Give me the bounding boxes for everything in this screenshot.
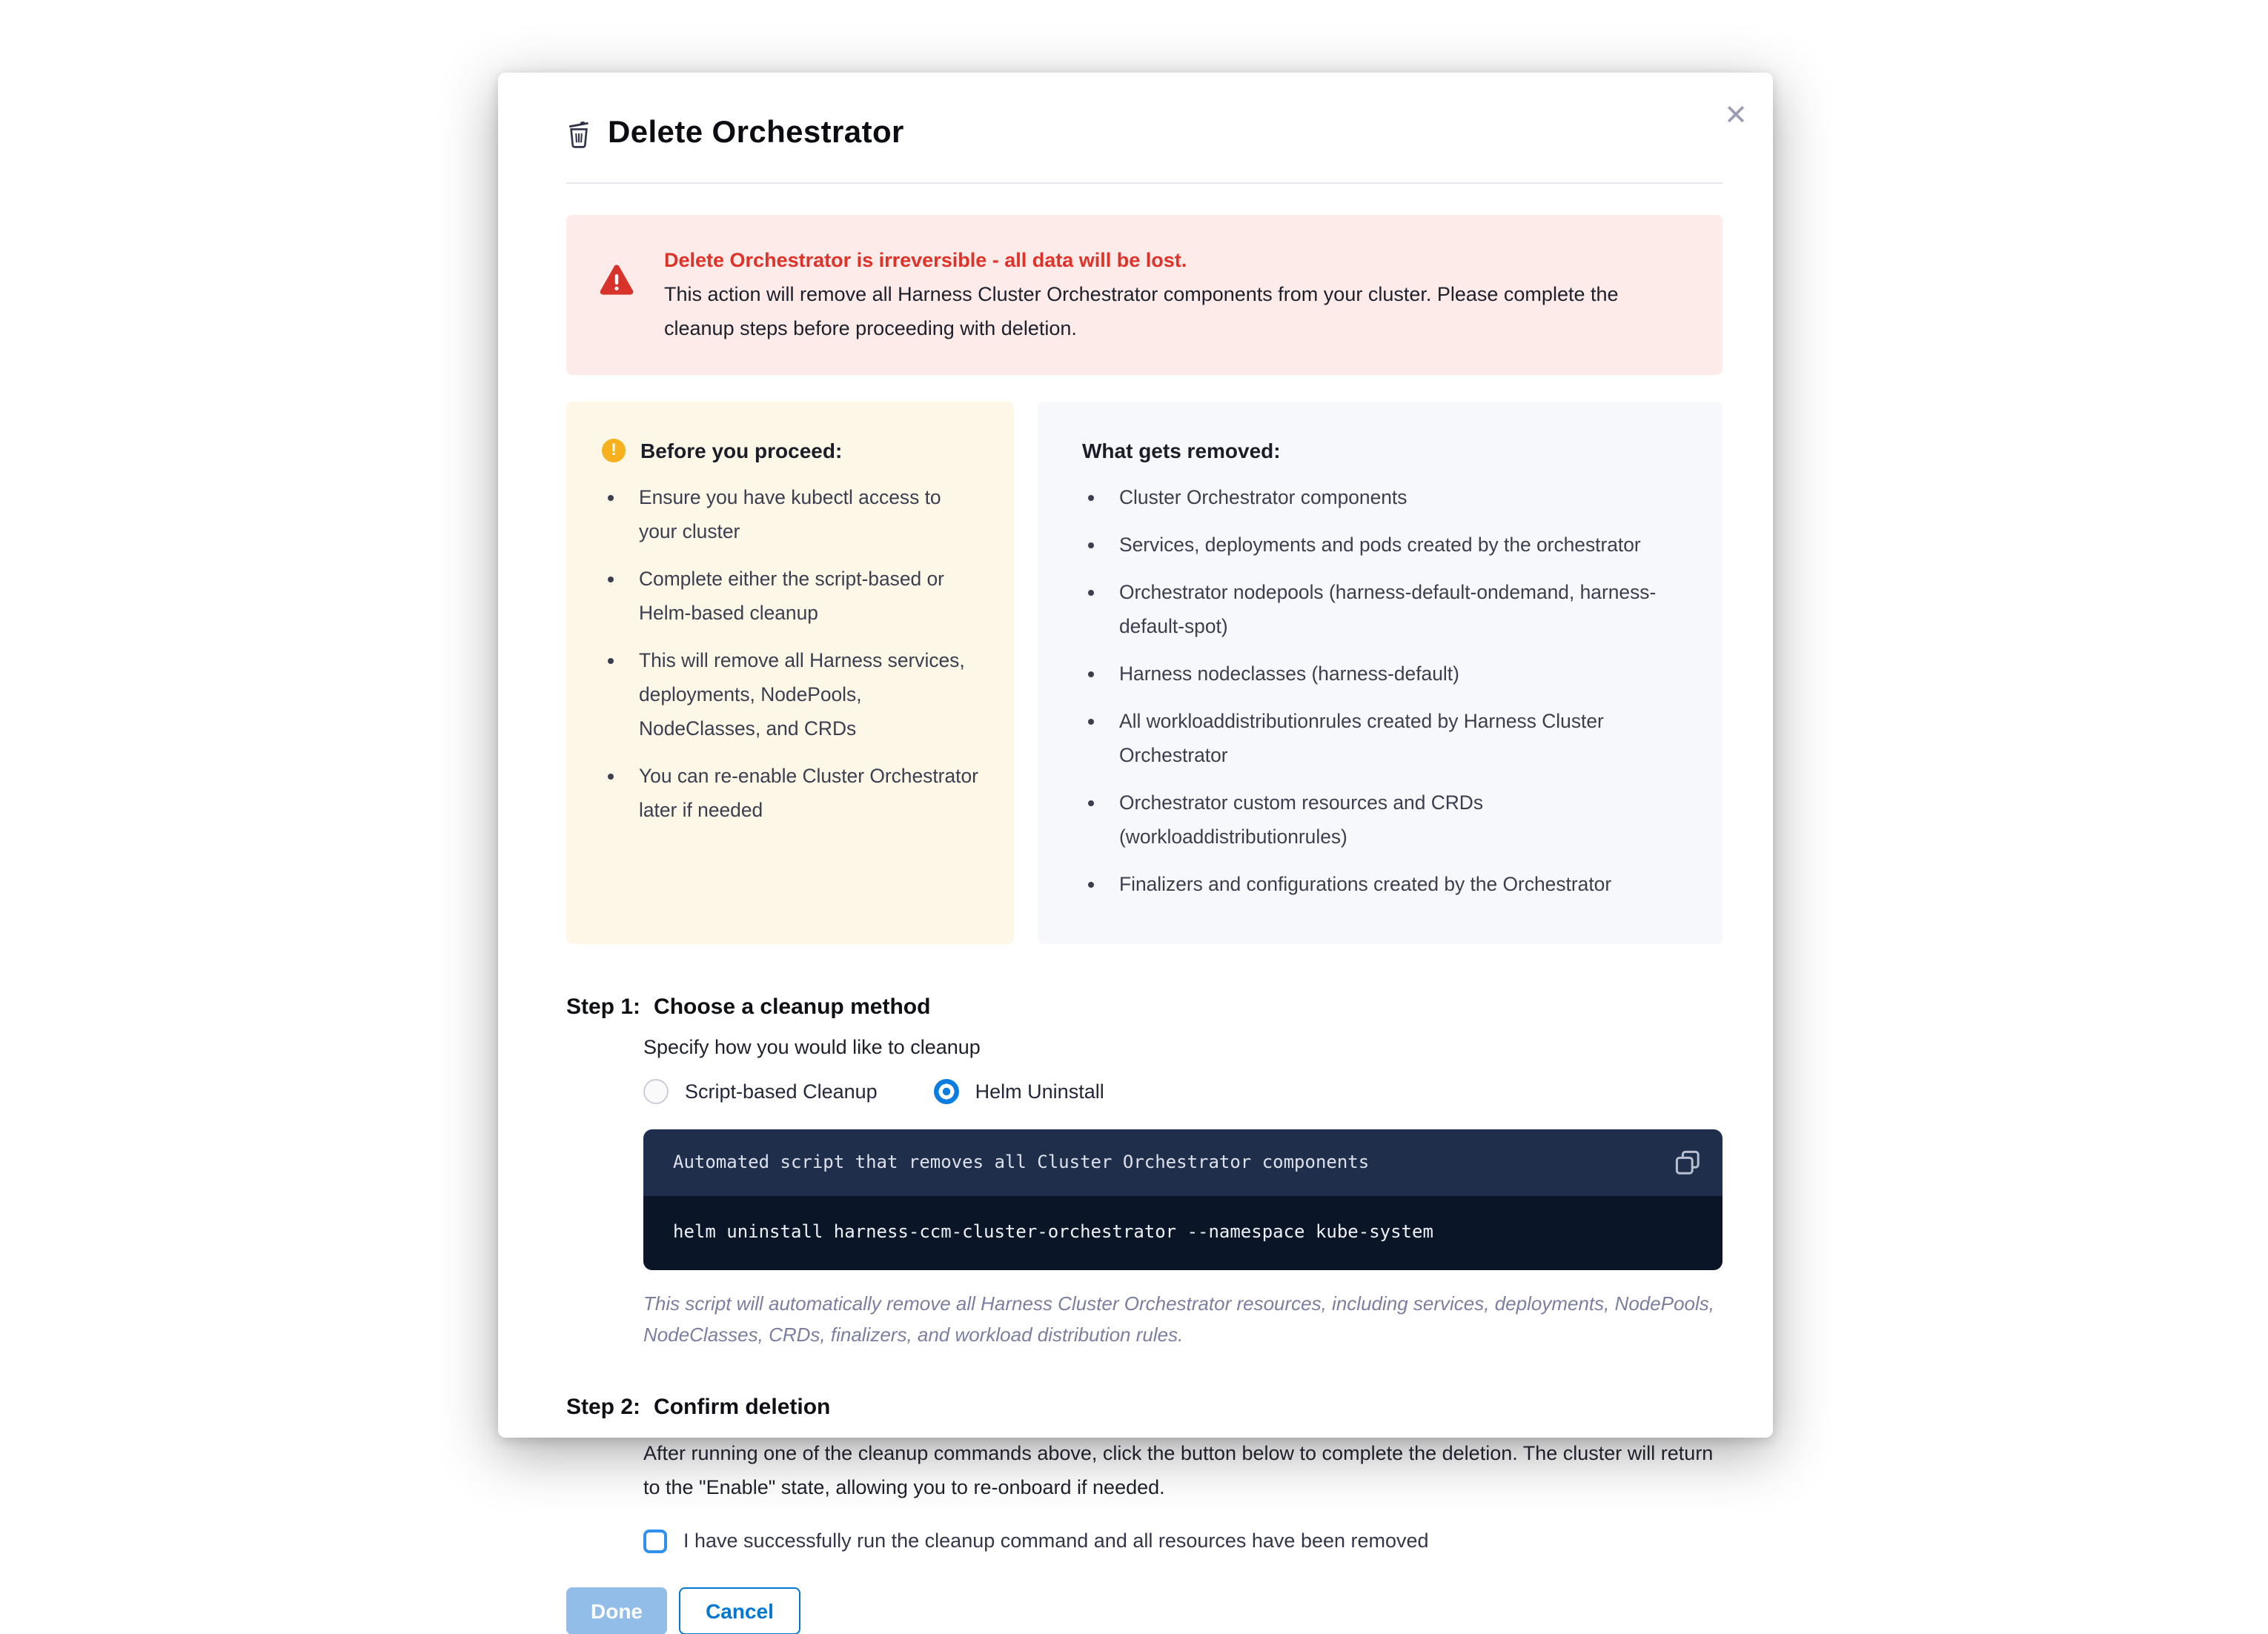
step1-title: Choose a cleanup method (654, 994, 931, 1020)
before-box-heading: Before you proceed: (640, 438, 843, 462)
trash-icon (566, 119, 591, 147)
warning-title: Delete Orchestrator is irreversible - all data will be lost. (664, 249, 1187, 271)
step2-label: Step 2: (566, 1394, 641, 1420)
radio-unselected-icon[interactable] (643, 1078, 669, 1103)
script-description: This script will automatically remove all Harness Cluster Orchestrator resources, including services, deployments, NodePools, NodeClasses, CRDs, finalizers, and workload distribution rules. (643, 1292, 1714, 1346)
step2-heading-row (566, 1394, 1722, 1419)
confirm-checkbox[interactable] (643, 1529, 667, 1552)
warning-triangle-icon (599, 264, 634, 296)
step1-heading-row (566, 994, 1722, 1019)
list-item: • Harness nodeclasses (harness-default) (1110, 656, 1687, 690)
list-item: • Services, deployments and pods created by the orchestrator (1110, 527, 1687, 561)
cleanup-method-radio-group (643, 1078, 1722, 1103)
done-button[interactable]: Done (566, 1587, 667, 1634)
modal-header (566, 116, 1722, 151)
removed-box-list (1082, 479, 1687, 900)
step1-subtext: Specify how you would like to cleanup (643, 1035, 981, 1058)
radio-selected-icon[interactable] (934, 1078, 959, 1103)
copy-icon[interactable] (1675, 1149, 1700, 1175)
header-divider (566, 182, 1722, 184)
step1-label: Step 1: (566, 994, 641, 1020)
warning-body: This action will remove all Harness Cluster Orchestrator components from your cluster. Please complete the cleanup steps before proceeding with deletion. (664, 283, 1619, 340)
step2-title: Confirm deletion (654, 1394, 831, 1420)
before-box-list (602, 479, 978, 826)
removed-box-heading: What gets removed: (1082, 438, 1281, 462)
confirm-checkbox-row[interactable] (643, 1529, 1722, 1552)
cleanup-script-block (643, 1129, 1722, 1269)
list-item: • Orchestrator custom resources and CRDs (workloaddistributionrules) (1110, 785, 1687, 853)
list-item: • Cluster Orchestrator components (1110, 479, 1687, 514)
list-item: • Complete either the script-based or Helm-based cleanup (630, 561, 978, 629)
list-item: • This will remove all Harness services, deployments, NodePools, NodeClasses, and CRDs (630, 642, 978, 745)
what-gets-removed-box (1038, 401, 1722, 943)
confirm-checkbox-label: I have successfully run the cleanup command and all resources have been removed (683, 1530, 1429, 1552)
modal-footer (566, 1587, 1722, 1634)
before-you-proceed-box (566, 401, 1014, 943)
list-item: • You can re-enable Cluster Orchestrator later if needed (630, 758, 978, 826)
list-item: • Orchestrator nodepools (harness-default-ondemand, harness-default-spot) (1110, 574, 1687, 642)
cancel-button[interactable]: Cancel (679, 1587, 800, 1634)
list-item: • Finalizers and configurations created by the Orchestrator (1110, 866, 1687, 900)
delete-orchestrator-modal (498, 73, 1773, 1623)
radio-helm-uninstall[interactable]: Helm Uninstall (934, 1078, 1104, 1103)
close-icon[interactable]: ✕ (1724, 100, 1748, 131)
step2-instructions: After running one of the cleanup commands above, click the button below to complete the deletion. The cluster will return to the "Enable" state, allowing you to re-onboard if needed. (643, 1441, 1714, 1498)
page-title: Delete Orchestrator (608, 116, 904, 150)
list-item: • All workloaddistributionrules created by Harness Cluster Orchestrator (1110, 703, 1687, 771)
radio-script-based-cleanup[interactable]: Script-based Cleanup (643, 1078, 878, 1103)
list-item: • Ensure you have kubectl access to your cluster (630, 479, 978, 548)
alert-circle-icon: ! (602, 438, 626, 462)
helm-uninstall-command[interactable]: helm uninstall harness-ccm-cluster-orchestrator --namespace kube-system (673, 1220, 1433, 1242)
code-header-text: Automated script that removes all Cluster Orchestrator components (673, 1152, 1370, 1173)
warning-banner (566, 215, 1722, 374)
